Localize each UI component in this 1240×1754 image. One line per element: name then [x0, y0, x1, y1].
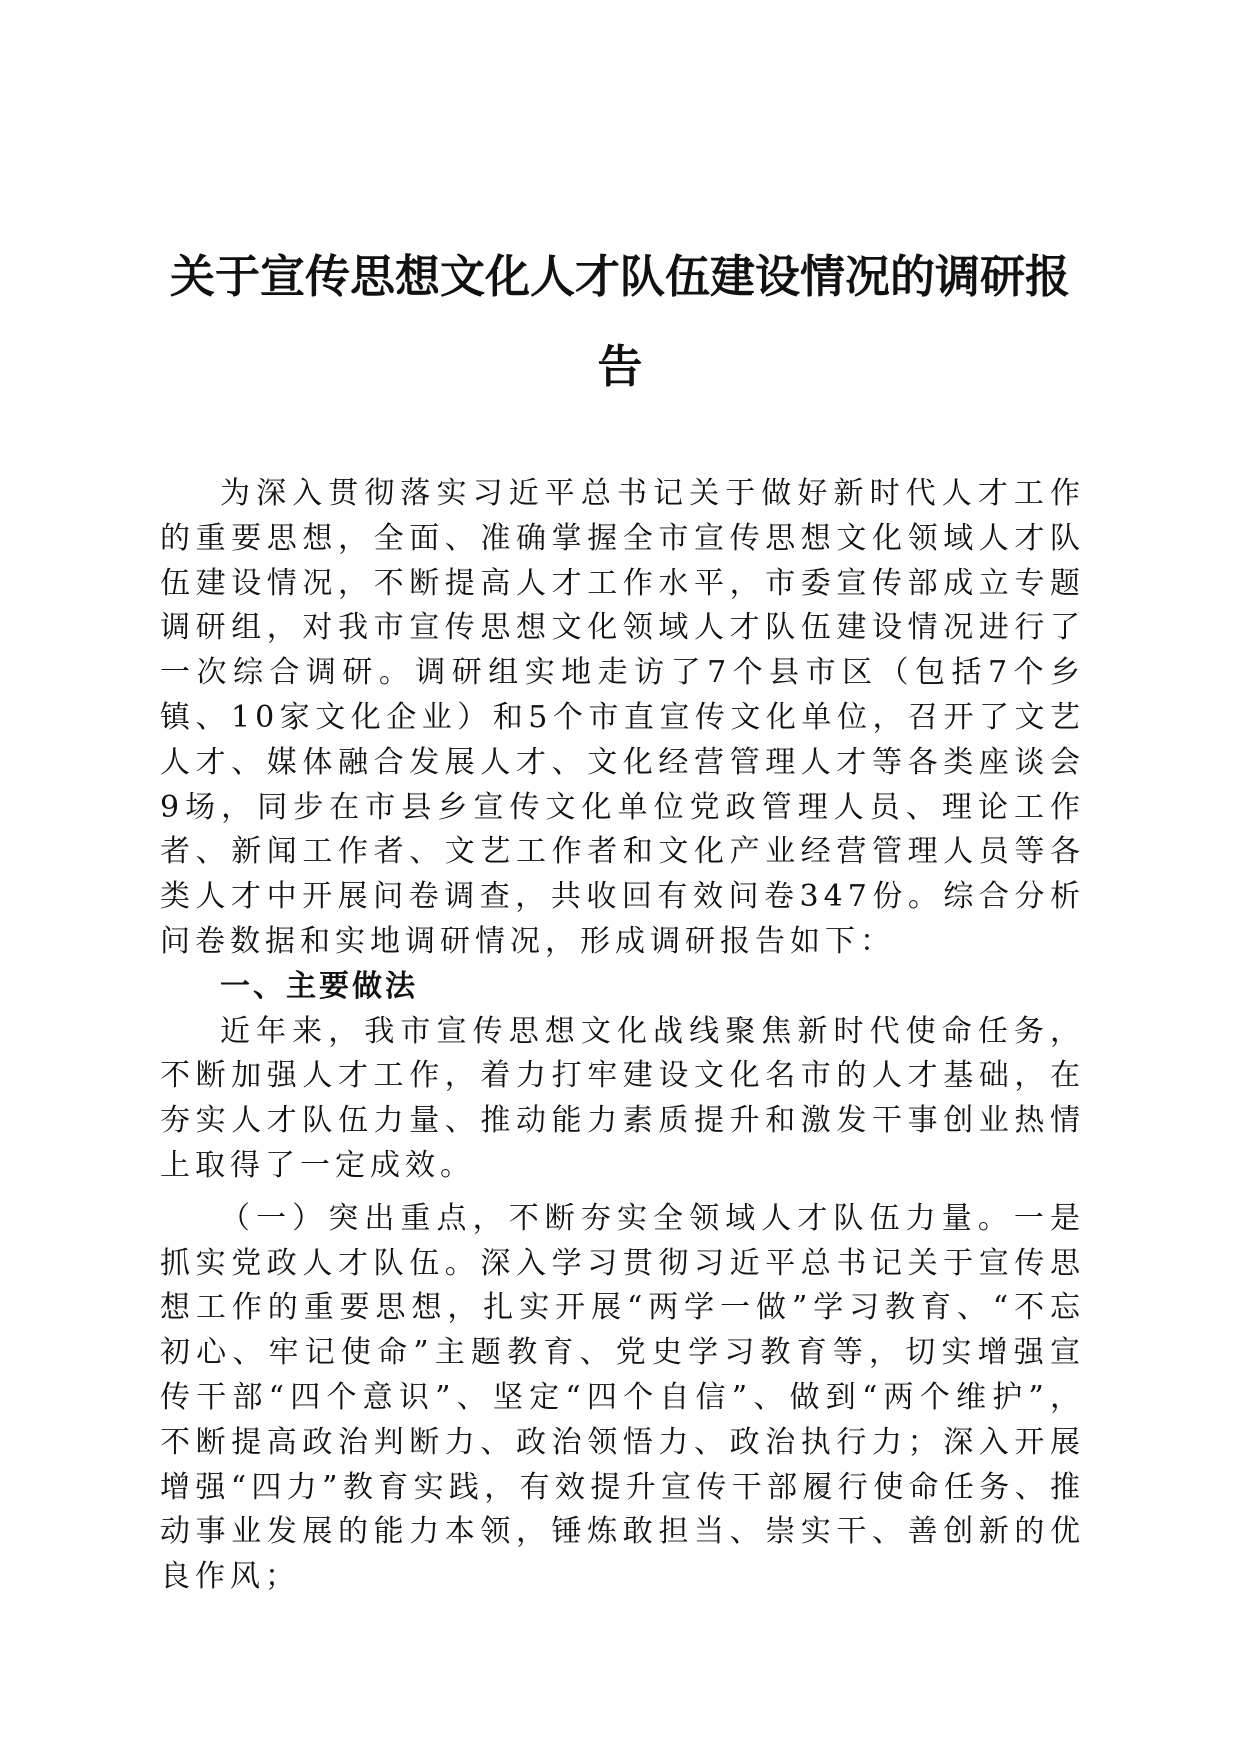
document-body: [160, 472, 1085, 1600]
intro-paragraph: 为深入贯彻落实习近平总书记关于做好新时代人才工作的重要思想，全面、准确掌握全市宣传思想文化领域人才队伍建设情况，不断提高人才工作水平，市委宣传部成立专题调研组，对我市宣传思想文化领域人才队伍建设情况进行了一次综合调研。调研组实地走访了7个县市区（包括7个乡镇、10家文化企业）和5个市直宣传文化单位，召开了文艺人才、媒体融合发展人才、文化经营管理人才等各类座谈会9场，同步在市县乡宣传文化单位党政管理人员、理论工作者、新闻工作者、文艺工作者和文化产业经营管理人员等各类人才中开展问卷调查，共收回有效问卷347份。综合分析问卷数据和实地调研情况，形成调研报告如下：: [160, 476, 1085, 959]
overview-paragraph: 近年来，我市宣传思想文化战线聚焦新时代使命任务，不断加强人才工作，着力打牢建设文化名市的人才基础，在夯实人才队伍力量、推动能力素质提升和激发干事创业热情上取得了一定成效。: [160, 1013, 1085, 1183]
subsection-paragraph: （一）突出重点，不断夯实全领域人才队伍力量。一是抓实党政人才队伍。深入学习贯彻习近平总书记关于宣传思想工作的重要思想，扎实开展“两学一做”学习教育、“不忘初心、牢记使命”主题教育、党史学习教育等，切实增强宣传干部“四个意识”、坚定“四个自信”、做到“两个维护”，不断提高政治判断力、政治领悟力、政治执行力；深入开展增强“四力”教育实践，有效提升宣传干部履行使命任务、推动事业发展的能力本领，锤炼敢担当、崇实干、善创新的优良作风；: [160, 1200, 1085, 1595]
document-title: 关于宣传思想文化人才队伍建设情况的调研报告: [169, 250, 1070, 393]
section-heading: 一、主要做法: [220, 968, 418, 1004]
